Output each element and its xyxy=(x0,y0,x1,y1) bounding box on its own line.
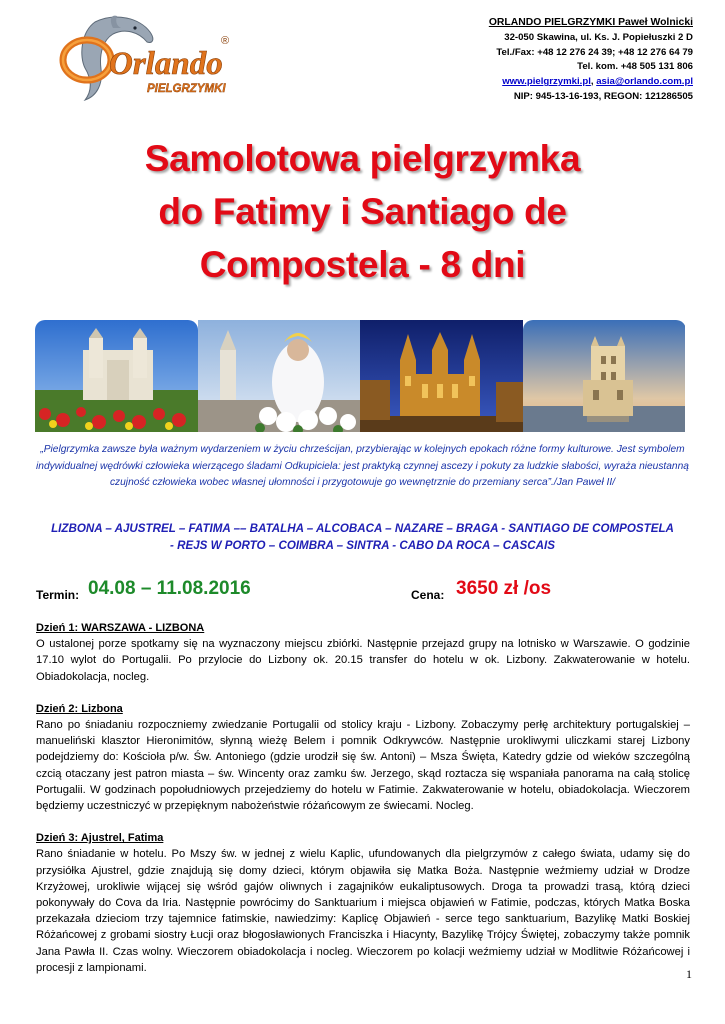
orlando-logo xyxy=(55,14,240,104)
logo-subtitle: PIELGRZYMKI xyxy=(147,83,226,95)
title-line-1: Samolotowa pielgrzymka xyxy=(144,138,581,179)
day-heading: Dzień 1: WARSZAWA - LIZBONA xyxy=(36,622,205,634)
price-value: 3650 zł /os xyxy=(456,578,552,599)
company-info xyxy=(489,16,693,105)
day-heading: Dzień 2: Lizbona xyxy=(36,702,123,715)
logo-text: Orlando xyxy=(109,46,223,82)
route-line-1: LIZBONA – AJUSTREL – FATIMA –– BATALHA – ALCOBACA – NAZARE – BRAGA - SANTIAGO DE COMPOSTELA xyxy=(51,522,674,535)
day-2 xyxy=(36,701,690,814)
day-text: Rano śniadanie w hotelu. Po Mszy św. w jednej z wielu Kaplic, ufundowanych dla pielgrzymów z całego świata, udamy się do przysiółka Ajustrel, gdzie znajdują się domy dzieci, którym objawiła się Matka Boża. Następnie weźmiemy udział w Drodze Krzyżowej, urokliwie wijącej się wśród gajów oliwnych i zagajników eukaliptusowych. Droga ta prowadzi trasą, którą dzieci pokonywały do Cova da Iria. Następnie powrócimy do Sanktuarium i miejsca objawień w Fatimie, podczas, których Matka Boska przekazała dzieciom trzy tajemnice fatimskie, nawiedzimy: Kaplicę Objawień - serce tego sanktuarium, Bazylikę Matki Boskiej Różańcowej z grobami siostry Łucji oraz błogosławionych Franciszka i Hiacynty, Bazylikę Trójcy Świętej, zobaczymy także pomnik Jana Pawła II. Czas wolny. Wieczorem obiadokolacja i nocleg. Wieczorem po kolacji weźmiemy udział w Modlitwie Różańcowej i procesji z lampionami. xyxy=(36,848,690,974)
john-paul-ii-quote: „Pielgrzymka zawsze była ważnym wydarzeniem w życiu chrześcijan, przybierając w kolejnych epokach różne formy kulturowe. Jest symbolem indywidualnej wędrówki człowieka wierzącego śladami Odkupiciela: jest praktyką czynnej ascezy i pokuty za ludzkie słabości, wyraża nieustanną czujność człowieka wobec własnej ułomności i przygotowuje go wewnętrznie do przemiany serca”./Jan Paweł II/ xyxy=(36,444,689,489)
email-link[interactable]: asia@orlando.com.pl xyxy=(596,76,693,88)
company-nip-regon: NIP: 945-13-16-193, REGON: 121286505 xyxy=(513,90,693,102)
photo-santiago xyxy=(360,320,523,432)
day-heading: Dzień 3: Ajustrel, Fatima xyxy=(36,832,164,845)
title-line-2: do Fatimy i Santiago de xyxy=(158,191,567,232)
term-label: Termin: xyxy=(36,588,80,602)
company-mobile: Tel. kom. +48 505 131 806 xyxy=(577,61,693,73)
day-3 xyxy=(36,830,690,976)
term-value: 04.08 – 11.08.2016 xyxy=(88,578,251,599)
company-phone: Tel./Fax: +48 12 276 24 39; +48 12 276 64 79 xyxy=(496,46,693,58)
route-line-2: - REJS W PORTO – COIMBRA – SINTRA - CABO DA ROCA – CASCAIS xyxy=(170,539,555,552)
day-text: O ustalonej porze spotkamy się na wyznaczony miejscu zbiórki. Następnie przejazd grupy na lotnisko w Warszawie. O godzinie 17.10 wylot do Portugalii. Po przylocie do Lizbony ok. 20.15 transfer do hotelu w ok. Lizbony. Zakwaterowanie w hotelu. Obiadokolacja, nocleg. xyxy=(36,638,690,683)
term-price-row xyxy=(36,578,696,608)
company-address: 32-050 Skawina, ul. Ks. J. Popiełuszki 2 D xyxy=(504,31,693,43)
page-title xyxy=(0,132,725,291)
page-number: 1 xyxy=(686,967,692,981)
route xyxy=(30,520,695,554)
dolphin-logo-icon xyxy=(55,14,240,104)
price-label: Cena: xyxy=(411,588,445,602)
itinerary xyxy=(36,620,690,992)
logo-reg-mark: ® xyxy=(221,35,230,47)
day-text: Rano po śniadaniu rozpoczniemy zwiedzanie Portugalii od stolicy kraju - Lizbony. Zobaczymy perłę architektury portugalskiej – manueliński klasztor Hieronimitów, słynną wieżę Belem i pomnik Odkrywców. Następnie urokliwymi uliczkami starej Lizbony podejdziemy do: Kościoła p/w. Św. Antoniego (gdzie urodził się św. Antoni) – Msza Święta, Katedry gdzie od wieków szczególną czcią otaczany jest patron miasta – św. Wincenty oraz zamku św. Jerzego, skąd roztacza się wspaniała panorama na całą stolicę Portugalii. W godzinach popołudniowych przejedziemy do hotelu w Fatimie. Zakwaterowanie w hotelu, obiadokolacja. Wieczorem będziemy uczestniczyć w przepięknym nabożeństwie różańcowym ze świecami. Nocleg. xyxy=(36,719,690,813)
links-separator: , xyxy=(590,76,597,88)
photo-belem-tower xyxy=(523,320,686,432)
photo-strip xyxy=(35,320,685,432)
photo-bom-jesus xyxy=(35,320,198,432)
company-name: ORLANDO PIELGRZYMKI Paweł Wolnicki xyxy=(488,17,693,28)
title-line-3: Compostela - 8 dni xyxy=(199,244,526,285)
day-1 xyxy=(36,620,690,685)
website-link[interactable]: www.pielgrzymki.pl xyxy=(502,76,591,88)
company-links xyxy=(489,75,693,90)
photo-fatima xyxy=(198,320,361,432)
